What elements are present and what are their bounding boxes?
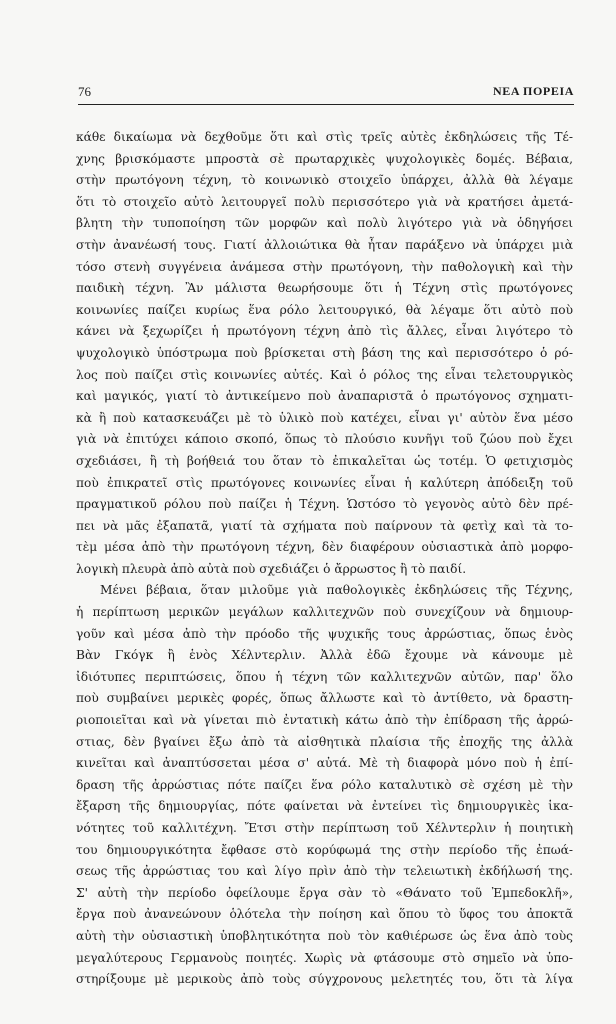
text-line: ριοποιεῖται καὶ νὰ γίνεται πιὸ ἐντατικὴ κάτω ἀπὸ τὴν ἐπίδραση τῆς ἀρρώ-	[76, 713, 573, 728]
page-number: 76	[78, 84, 91, 99]
text-line: ἔξαρση τῆς δημιουργίας, πότε φαίνεται νὰ ἐντείνει τὶς δημιουργικὲς ἱκα-	[76, 799, 573, 814]
body-text	[76, 127, 573, 991]
text-line: κὰ ἢ ποὺ κατασκευάζει μὲ τὸ ὑλικὸ ποὺ κατέχει, εἶναι γι' αὐτὸν ἕνα μέσο	[76, 410, 573, 425]
text-line: κοινωνίες παίζει κυρίως ἕνα ρόλο λειτουργικό, θὰ λέγαμε ὅτι αὐτὸ ποὺ	[76, 302, 573, 317]
text-line: αὐτὴ τὴν οὐσιαστικὴ ὑποβλητικότητα ποὺ τὸν καθιέρωσε ὡς ἕνα ἀπὸ τοὺς	[76, 928, 573, 943]
header-rule	[78, 104, 574, 105]
text-line: βλητη τὴν τυποποίηση τῶν μορφῶν καὶ πολὺ λιγότερο γιὰ νὰ ὁδηγήσει	[76, 216, 573, 231]
text-line: ποὺ ἐπικρατεῖ στὶς πρωτόγονες κοινωνίες εἶναι ἡ καλύτερη ἀπόδειξη τοῦ	[76, 475, 573, 490]
text-line: χνης βρισκόμαστε μπροστὰ σὲ πρωταρχικὲς ψυχολογικὲς δομές. Βέβαια,	[76, 151, 573, 166]
text-line: στηρίξουμε μὲ μερικοὺς ἀπὸ τοὺς σύγχρονους μελετητές του, ὅτι τὰ λίγα	[76, 972, 573, 987]
text-line: ὅτι τὸ στοιχεῖο αὐτὸ λειτουργεῖ πολὺ περισσότερο γιὰ νὰ κρατήσει ἀμετά-	[76, 194, 573, 209]
text-line: σχεδιάσει, ἢ τὴ βοήθειά του ὅταν τὸ ἐπικαλεῖται ὡς τοτέμ. Ὁ φετιχισμὸς	[76, 453, 573, 468]
text-line: ψυχολογικὸ ὑπόστρωμα ποὺ βρίσκεται στὴ βάση της καὶ περισσότερο ὁ ρό-	[76, 345, 573, 360]
text-line: Μένει βέβαια, ὅταν μιλοῦμε γιὰ παθολογικὲς ἐκδηλώσεις τῆς Τέχνης,	[100, 583, 573, 598]
text-line: παιδικὴ τέχνη. Ἂν μάλιστα θεωρήσουμε ὅτι ἡ Τέχνη στὶς πρωτόγονες	[76, 281, 573, 296]
text-line: γοῦν καὶ μέσα ἀπὸ τὴν πρόοδο τῆς ψυχικῆς τους ἀρρώστιας, ὅπως ἑνὸς	[76, 626, 573, 641]
text-line: τόσο στενὴ συγγένεια ἀνάμεσα στὴν πρωτόγονη, τὴν παθολογικὴ καὶ τὴν	[76, 259, 573, 274]
text-line: καὶ μαγικός, γιατί τὸ ἀντικείμενο ποὺ ἀναπαριστᾶ ὁ πρωτόγονος σχηματι-	[76, 389, 573, 404]
text-line: ἡ περίπτωση μερικῶν μεγάλων καλλιτεχνῶν ποὺ συνεχίζουν νὰ δημιουρ-	[76, 605, 573, 620]
text-line: σεως τῆς ἀρρώστιας του καὶ λίγο πρὶν ἀπὸ τὴν τελειωτικὴ ἐκδήλωσή της.	[76, 864, 573, 879]
text-line: νότητες τοῦ καλλιτέχνη. Ἔτσι στὴν περίπτωση τοῦ Χέλντερλιν ἡ ποιητικὴ	[76, 821, 573, 835]
text-line: ἔργα ποὺ ἀνανεώνουν ὁλότελα τὴν ποίηση καὶ ὅπου τὸ ὕφος του ἀποκτᾶ	[76, 907, 573, 922]
text-line: τὲμ μέσα ἀπὸ τὴν πρωτόγονη τέχνη, δὲν διαφέρουν οὐσιαστικὰ ἀπὸ μορφο-	[76, 540, 573, 555]
paragraph	[76, 580, 573, 990]
text-line: του δημιουργικότητα ἔφθασε στὸ κορύφωμά της στὴν περίοδο τῆς ἐπωά-	[76, 842, 573, 857]
text-line: στὴν πρωτόγονη τέχνη, τὸ κοινωνικὸ στοιχεῖο ὑπάρχει, ἀλλὰ θὰ λέγαμε	[76, 173, 573, 188]
text-line: κινεῖται καὶ ἀναπτύσσεται μέσα σ' αὐτά. Μὲ τὴ διαφορὰ μόνο ποὺ ἡ ἐπί-	[76, 756, 573, 771]
running-title: ΝΕΑ ΠΟΡΕΙΑ	[492, 84, 574, 98]
text-line: ἰδιότυπες περιπτώσεις, ὅπου ἡ τέχνη τῶν καλλιτεχνῶν αὐτῶν, παρ' ὅλο	[76, 669, 573, 684]
text-line: πει νὰ μᾶς ἐξαπατᾶ, γιατί τὰ σχήματα ποὺ παίρνουν τὰ φετὶχ καὶ τὰ το-	[76, 518, 573, 533]
text-line: ποὺ συμβαίνει μερικὲς φορές, ὅπως ἄλλωστε καὶ τὸ ἀντίθετο, νὰ δραστη-	[76, 691, 573, 706]
text-line: κάνει νὰ ξεχωρίζει ἡ πρωτόγονη τέχνη ἀπὸ τὶς ἄλλες, εἶναι λιγότερο τὸ	[76, 324, 573, 339]
text-line: γιὰ νὰ ἐπιτύχει κάποιο σκοπό, ὅπως τὸ πλούσιο κυνῆγι τοῦ ζώου ποὺ ἔχει	[76, 432, 573, 447]
text-line: λος ποὺ παίζει στὶς κοινωνίες αὐτές. Καὶ ὁ ρόλος της εἶναι τελετουργικὸς	[76, 367, 573, 382]
text-line: πραγματικοῦ ρόλου ποὺ παίζει ἡ Τέχνη. Ὡστόσο τὸ γεγονὸς αὐτὸ δὲν πρέ-	[76, 497, 573, 512]
text-line: κάθε δικαίωμα νὰ δεχθοῦμε ὅτι καὶ στὶς τρεῖς αὐτὲς ἐκδηλώσεις τῆς Τέ-	[76, 130, 573, 144]
text-line: Σ' αὐτὴ τὴν περίοδο ὀφείλουμε ἔργα σὰν τὸ «Θάνατο τοῦ Ἐμπεδοκλῆ»,	[76, 885, 573, 900]
text-line: λογικὴ πλευρὰ ἀπὸ αὐτὰ ποὺ σχεδιάζει ὁ ἄρρωστος ἢ τὸ παιδί.	[76, 561, 467, 576]
text-line: στιας, δὲν βγαίνει ἔξω ἀπὸ τὰ αἰσθητικὰ πλαίσια τῆς ἐποχῆς της ἀλλὰ	[76, 734, 573, 749]
paragraph	[76, 127, 573, 580]
text-line: μεγαλύτερους Γερμανοὺς ποιητές. Χωρὶς νὰ φτάσουμε στὸ σημεῖο νὰ ὑπο-	[76, 950, 573, 965]
text-line: στὴν ἀνανέωσή τους. Γιατί ἀλλοιώτικα θὰ ἦταν παράξενο νὰ ὑπάρχει μιὰ	[76, 237, 573, 252]
text-line: δραση τῆς ἀρρώστιας πότε παίζει ἕνα ρόλο καταλυτικὸ σὲ σχέση μὲ τὴν	[76, 777, 573, 792]
text-line: Βὰν Γκόγκ ἢ ἑνὸς Χέλντερλιν. Ἀλλὰ ἐδῶ ἔχουμε νὰ κάνουμε μὲ	[76, 648, 573, 663]
page-header	[78, 84, 574, 106]
